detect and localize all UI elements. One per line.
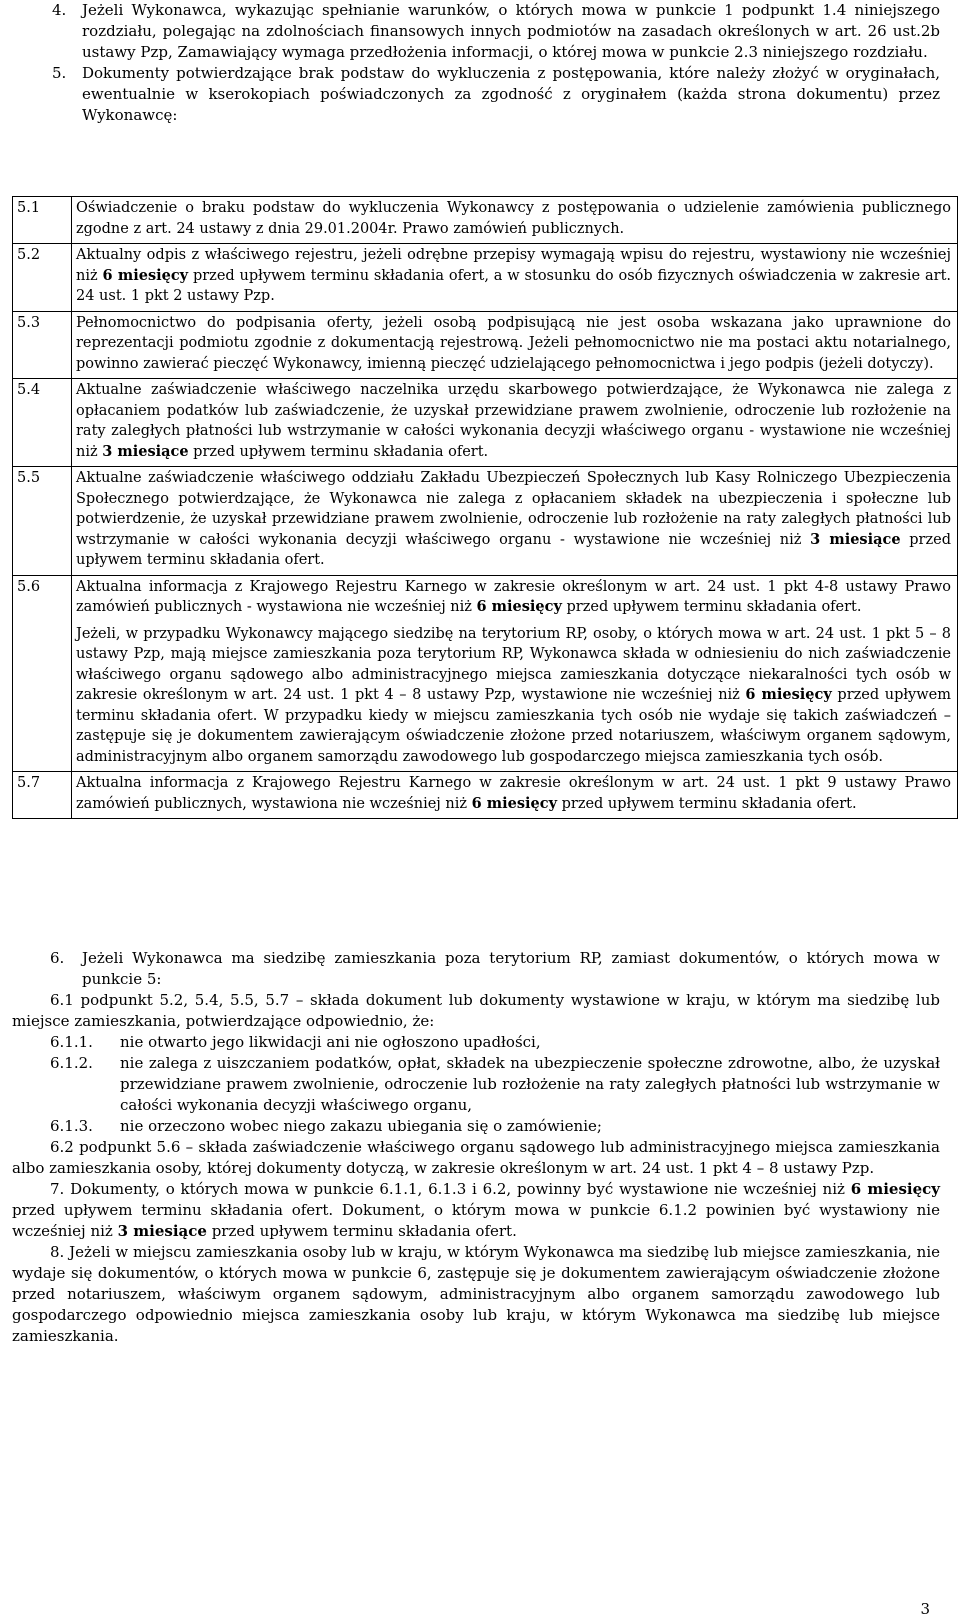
paragraph-4-text: Jeżeli Wykonawca, wykazując spełnianie warunków, o których mowa w punkcie 1 podpunkt 1.4 niniejszego rozdziału, polegając na zdolnościach finansowych innych podmiotów na zasadach określonych w art. 26 ust.2b ustawy Pzp, Zamawiający wymaga przedłożenia informacji, o której mowa w punkcie 2.3 niniejszego rozdziału. (82, 1, 940, 61)
paragraph-8: 8. Jeżeli w miejscu zamieszkania osoby lub w kraju, w którym Wykonawca ma siedzibę lub miejsce zamieszkania, nie wydaje się dokumentów, o których mowa w punkcie 6, zastępuje się je dokumentem zawierającym oświadczenie złożone przed notariuszem, właściwym organem sądowym, administracyjnym albo organem samorządu zawodowego lub gospodarczego odpowiednio miejsca zamieszkania osoby lub kraju, w którym Wykonawca ma siedzibę lub miejsce zamieszkania. (12, 1243, 940, 1345)
paragraph-6 (0, 948, 960, 990)
item-text: Oświadczenie o braku podstaw do wykluczenia Wykonawcy z postępowania o udzielenie zamówienia publicznego zgodne z art. 24 ustawy z dnia 29.01.2004r. Prawo zamówień publicznych. (72, 197, 958, 244)
paragraph-5-text: Dokumenty potwierdzające brak podstaw do wykluczenia z postępowania, które należy złożyć w oryginałach, ewentualnie w kserokopiach poświadczonych za zgodność z oryginałem (każda strona dokumentu) przez Wykonawcę: (82, 64, 940, 124)
table-row (13, 379, 958, 467)
subitem-label: 6.1.1. (50, 1033, 93, 1051)
item-number: 5.2 (13, 244, 72, 312)
subitem-text: nie otwarto jego likwidacji ani nie ogłoszono upadłości, (120, 1033, 541, 1051)
page-number: 3 (920, 1600, 930, 1618)
item-number: 5.6 (13, 575, 72, 772)
subitem-6-1-1 (0, 1032, 960, 1053)
item-number: 5.7 (13, 772, 72, 819)
paragraph-4-number: 4. (52, 1, 67, 19)
paragraph-5-number: 5. (52, 64, 67, 82)
paragraph-6-text: Jeżeli Wykonawca ma siedzibę zamieszkania poza terytorium RP, zamiast dokumentów, o których mowa w punkcie 5: (82, 949, 940, 988)
table-row (13, 575, 958, 772)
subitem-6-1-2 (0, 1053, 960, 1116)
item-number: 5.3 (13, 311, 72, 379)
item-number: 5.4 (13, 379, 72, 467)
top-section (0, 0, 960, 126)
item-number: 5.5 (13, 467, 72, 576)
subitem-label: 6.1.3. (50, 1117, 93, 1135)
item-text: Pełnomocnictwo do podpisania oferty, jeżeli osobą podpisującą nie jest osoba wskazana jako uprawnione do reprezentacji podmiotu zgodnie z dokumentacją rejestrową. Jeżeli pełnomocnictwo nie ma postaci aktu notarialnego, powinno zawierać pieczęć Wykonawcy, imienną pieczęć udzielającego pełnomocnictwa i jego podpis (jeżeli dotyczy). (72, 311, 958, 379)
paragraph-6-1: 6.1 podpunkt 5.2, 5.4, 5.5, 5.7 – składa dokument lub dokumenty wystawione w kraju, w którym ma siedzibę lub miejsce zamieszkania, potwierdzające odpowiednio, że: (12, 991, 940, 1030)
paragraph-4 (0, 0, 960, 63)
item-text: Aktualna informacja z Krajowego Rejestru Karnego w zakresie określonym w art. 24 ust. 1 pkt 9 ustawy Prawo zamówień publicznych, wystawiona nie wcześniej niż 6 miesięcy przed upływem terminu składania ofert. (72, 772, 958, 819)
paragraph-6-number: 6. (50, 949, 65, 967)
paragraph-5 (0, 63, 960, 126)
paragraph-6-2: 6.2 podpunkt 5.6 – składa zaświadczenie właściwego organu sądowego lub administracyjnego miejsca zamieszkania albo zamieszkania osoby, której dokumenty dotyczą, w zakresie określonym w art. 24 ust. 1 pkt 4 – 8 ustawy Pzp. (12, 1138, 940, 1177)
table-row (13, 244, 958, 312)
paragraph-7: 7. Dokumenty, o których mowa w punkcie 6.1.1, 6.1.3 i 6.2, powinny być wystawione nie wcześniej niż 6 miesięcy przed upływem terminu składania ofert. Dokument, o którym mowa w punkcie 6.1.2 powinien być wystawiony nie wcześniej niż 3 miesiące przed upływem terminu składania ofert. (12, 1180, 940, 1240)
item-text: Aktualne zaświadczenie właściwego naczelnika urzędu skarbowego potwierdzające, że Wykonawca nie zalega z opłacaniem podatków lub zaświadczenie, że uzyskał przewidziane prawem zwolnienie, odroczenie lub rozłożenie na raty zaległych płatności lub wstrzymanie w całości wykonania decyzji właściwego organu - wystawione nie wcześniej niż 3 miesiące przed upływem terminu składania ofert. (72, 379, 958, 467)
subitem-6-1-3 (0, 1116, 960, 1137)
table-row (13, 197, 958, 244)
subitem-label: 6.1.2. (50, 1054, 93, 1072)
item-text: Aktualne zaświadczenie właściwego oddziału Zakładu Ubezpieczeń Społecznych lub Kasy Rolniczego Ubezpieczenia Społecznego potwierdzające, że Wykonawca nie zalega z opłacaniem składek na ubezpieczenia i społeczne lub potwierdzenie, że uzyskał przewidziane prawem zwolnienie, odroczenie lub rozłożenie na raty zaległych płatności lub wstrzymanie w całości wykonania decyzji właściwego organu - wystawione nie wcześniej niż 3 miesiące przed upływem terminu składania ofert. (72, 467, 958, 576)
section-6 (0, 948, 960, 1347)
subitem-text: nie zalega z uiszczaniem podatków, opłat, składek na ubezpieczenie społeczne zdrowotne, albo, że uzyskał przewidziane prawem zwolnienie, odroczenie lub rozłożenie na raty zaległych płatności lub wstrzymanie w całości wykonania decyzji właściwego organu, (120, 1054, 940, 1114)
table-row (13, 772, 958, 819)
table-row (13, 311, 958, 379)
item-text: Aktualny odpis z właściwego rejestru, jeżeli odrębne przepisy wymagają wpisu do rejestru, wystawiony nie wcześniej niż 6 miesięcy przed upływem terminu składania ofert, a w stosunku do osób fizycznych oświadczenia w zakresie art. 24 ust. 1 pkt 2 ustawy Pzp. (72, 244, 958, 312)
documents-table (12, 196, 958, 819)
subitem-text: nie orzeczono wobec niego zakazu ubiegania się o zamówienie; (120, 1117, 602, 1135)
item-text: Aktualna informacja z Krajowego Rejestru Karnego w zakresie określonym w art. 24 ust. 1 pkt 4-8 ustawy Prawo zamówień publicznych - wystawiona nie wcześniej niż 6 miesięcy przed upływem terminu składania ofert. Jeżeli, w przypadku Wykonawcy mającego siedzibę na terytorium RP, osoby, o których mowa w art. 24 ust. 1 pkt 5 – 8 ustawy Pzp, mają miejsce zamieszkania poza terytorium RP, Wykonawca składa w odniesieniu do nich zaświadczenie właściwego organu sądowego albo administracyjnego miejsca zamieszkania dotyczące niekaralności tych osób w zakresie określonym w art. 24 ust. 1 pkt 4 – 8 ustawy Pzp, wystawione nie wcześniej niż 6 miesięcy przed upływem terminu składania ofert. W przypadku kiedy w miejscu zamieszkania tych osób nie wydaje się takich zaświadczeń – zastępuje się je dokumentem zawierającym oświadczenie złożone przed notariuszem, właściwym organem sądowym, administracyjnym albo organem samorządu zawodowego lub gospodarczego miejsca zamieszkania tych osób. (72, 575, 958, 772)
table-row (13, 467, 958, 576)
item-number: 5.1 (13, 197, 72, 244)
